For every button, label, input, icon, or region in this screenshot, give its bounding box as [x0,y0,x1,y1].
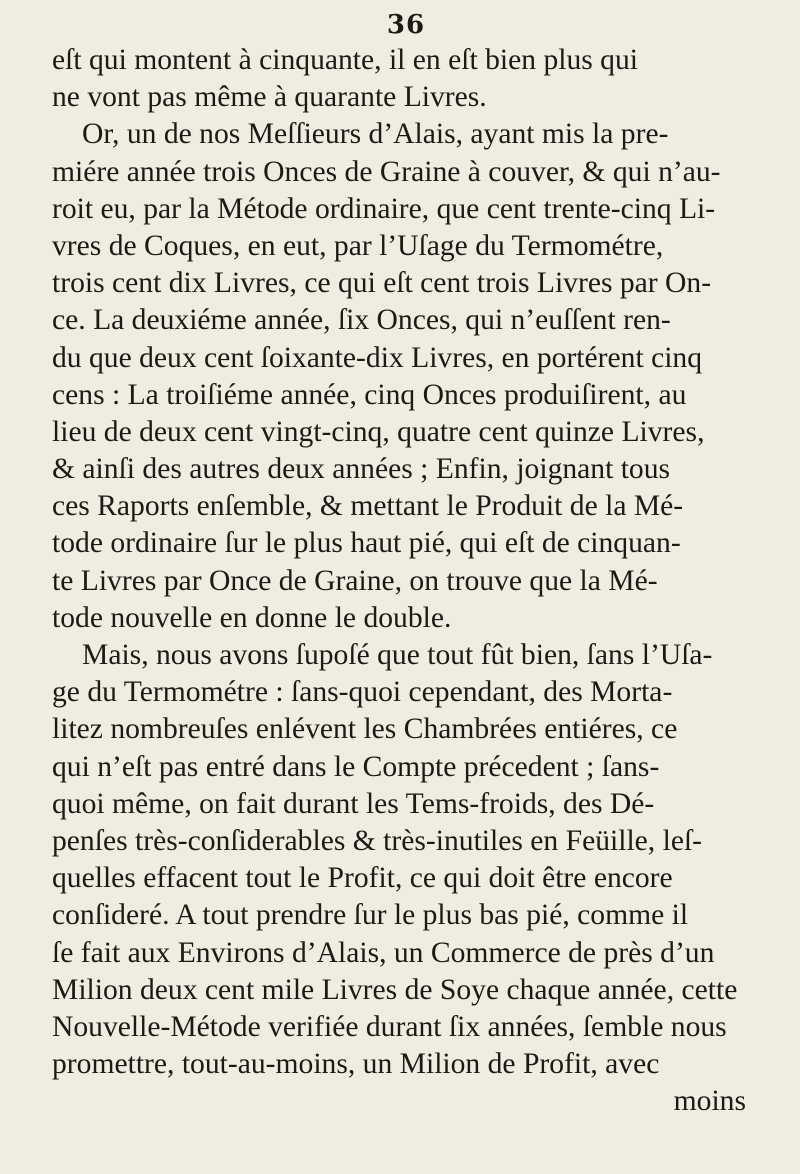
text-line: quoi même, on fait durant les Tems-froids, des Dé- [52,787,655,820]
text-line: trois cent dix Livres, ce qui eſt cent trois Livres par On- [52,267,712,300]
catchword: moins [673,1085,746,1118]
text-line: Nouvelle-Métode verifiée durant ſix années, ſemble nous [52,1010,727,1043]
text-line: ge du Termométre : ſans-quoi cependant, des Morta- [52,676,673,709]
text-line: Milion deux cent mile Livres de Soye chaque année, cette [52,973,738,1006]
text-line: lieu de deux cent vingt-cinq, quatre cent quinze Livres, [52,415,705,448]
text-line: Or, un de nos Meſſieurs d’Alais, ayant mis la pre- [82,118,669,151]
text-line: promettre, tout-au-moins, un Milion de Profit, avec [52,1048,660,1081]
text-line: cens : La troiſiéme année, cinq Onces produiſirent, au [52,378,687,411]
page-number: 36 [386,10,426,40]
text-line: tode nouvelle en donne le double. [52,601,452,634]
text-line: litez nombreuſes enlévent les Chambrées entiéres, ce [52,713,678,746]
text-line: roit eu, par la Métode ordinaire, que cent trente-cinq Li- [52,192,716,225]
body-text [52,42,760,1120]
text-line: ces Raports enſemble, & mettant le Produit de la Mé- [52,490,684,523]
text-line: eſt qui montent à cinquante, il en eſt bien plus qui [52,44,638,76]
text-line: te Livres par Once de Graine, on trouve que la Mé- [52,564,658,597]
text-line: ſe fait aux Environs d’Alais, un Commerce de près d’un [52,936,715,969]
text-line: quelles effacent tout le Profit, ce qui doit être encore [52,862,673,895]
text-line: vres de Coques, en eut, par l’Uſage du Termométre, [52,229,664,262]
text-line: conſideré. A tout prendre ſur le plus bas pié, comme il [52,899,689,932]
text-line: ce. La deuxiéme année, ſix Onces, qui n’euſſent ren- [52,304,671,337]
text-line: penſes très-conſiderables & très-inutiles en Feüille, leſ- [52,824,703,857]
text-line: du que deux cent ſoixante-dix Livres, en portérent cinq [52,341,703,374]
text-line: & ainſi des autres deux années ; Enfin, joignant tous [52,453,671,486]
text-line: Mais, nous avons ſupoſé que tout fût bien, ſans l’Uſa- [82,639,713,671]
text-line: tode ordinaire ſur le plus haut pié, qui eſt de cinquan- [52,527,681,560]
text-line: qui n’eſt pas entré dans le Compte précedent ; ſans- [52,750,660,783]
text-line: miére année trois Onces de Graine à couver, & qui n’au- [52,155,721,188]
text-line: ne vont pas même à quarante Livres. [52,81,487,114]
